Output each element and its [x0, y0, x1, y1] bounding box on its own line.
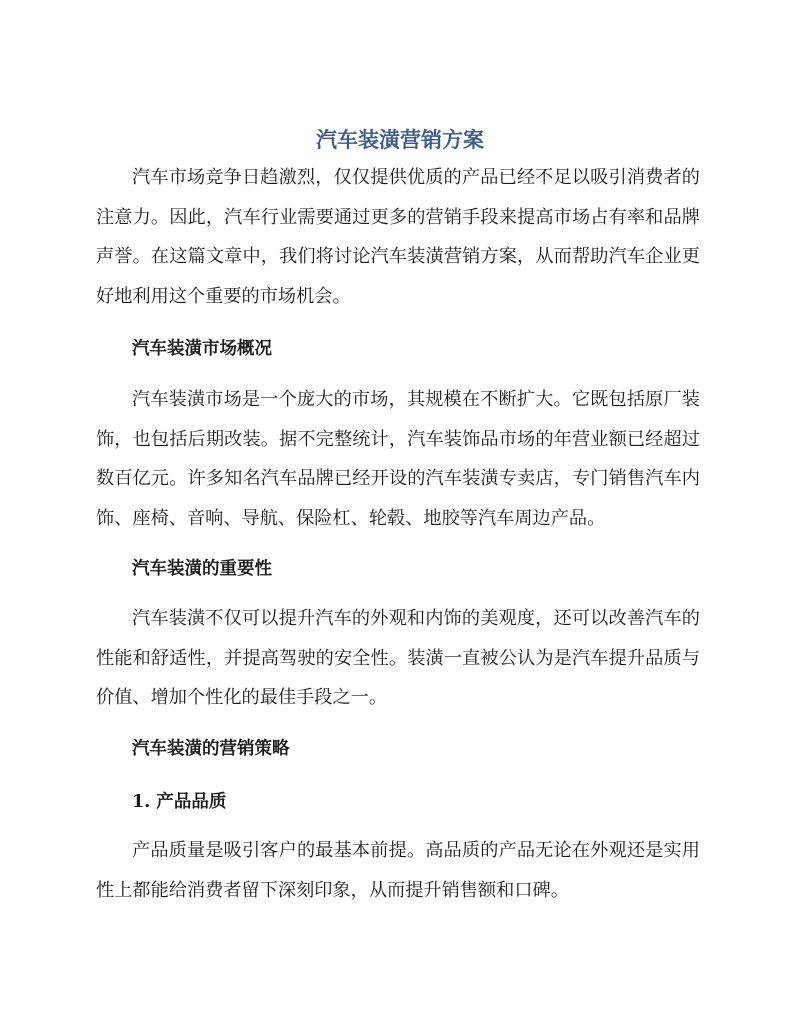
subsection-heading-product-quality: 1. 产品品质 [132, 792, 227, 812]
intro-paragraph: 汽车市场竞争日趋激烈，仅仅提供优质的产品已经不足以吸引消费者的注意力。因此，汽车行业需要通过更多的营销手段来提高市场占有率和品牌声誉。在这篇文章中，我们将讨论汽车装潢营销方案，从而帮助汽车企业更好地利用这个重要的市场机会。 [96, 167, 700, 307]
document-title: 汽车装潢营销方案 [316, 127, 484, 152]
section-heading-market-overview: 汽车装潢市场概况 [132, 339, 272, 359]
subsection-paragraph-product-quality: 产品质量是吸引客户的最基本前提。高品质的产品无论在外观还是实用性上都能给消费者留下深刻印象，从而提升销售额和口碑。 [96, 840, 700, 901]
section-paragraph-importance: 汽车装潢不仅可以提升汽车的外观和内饰的美观度，还可以改善汽车的性能和舒适性，并提高驾驶的安全性。装潢一直被公认为是汽车提升品质与价值、增加个性化的最佳手段之一。 [96, 608, 700, 708]
section-heading-importance: 汽车装潢的重要性 [132, 559, 272, 579]
section-heading-marketing-strategy: 汽车装潢的营销策略 [132, 739, 290, 759]
section-paragraph-market-overview: 汽车装潢市场是一个庞大的市场，其规模在不断扩大。它既包括原厂装饰，也包括后期改装。据不完整统计，汽车装饰品市场的年营业额已经超过数百亿元。许多知名汽车品牌已经开设的汽车装潢专卖店，专门销售汽车内饰、座椅、音响、导航、保险杠、轮毂、地胶等汽车周边产品。 [96, 389, 700, 529]
